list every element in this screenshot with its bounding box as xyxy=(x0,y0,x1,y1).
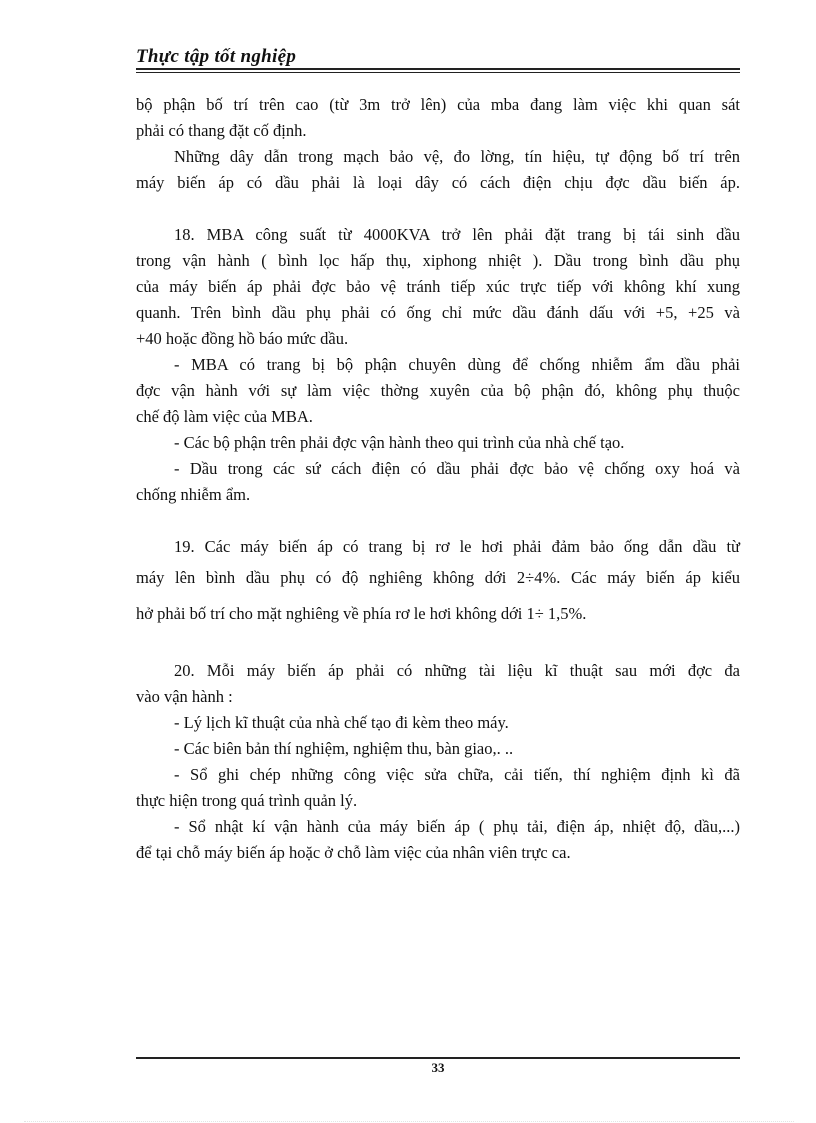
text-line: quanh. Trên bình dầu phụ phải có ống chỉ mức dầu đánh dấu với +5, +25 và xyxy=(136,303,740,322)
header-rule xyxy=(136,68,740,70)
document-body xyxy=(136,92,740,866)
text-line: chống nhiễm ẩm. xyxy=(136,485,251,504)
text-line: - Dầu trong các sứ cách điện có dầu phải đợc bảo vệ chống oxy hoá và xyxy=(174,459,740,478)
page-edge-divider xyxy=(24,1121,794,1122)
page-number: 33 xyxy=(431,1060,445,1075)
text-line: 19. Các máy biến áp có trang bị rơ le hơi phải đảm bảo ống dẫn dầu từ xyxy=(174,537,740,556)
text-line: thực hiện trong quá trình quản lý. xyxy=(136,791,358,810)
text-line: - Lý lịch kĩ thuật của nhà chế tạo đi kèm theo máy. xyxy=(174,713,509,732)
text-line: phải có thang đặt cố định. xyxy=(136,121,307,140)
text-line: vào vận hành : xyxy=(136,687,233,706)
header-title: Thực tập tốt nghiệp xyxy=(136,46,297,67)
text-line: chế độ làm việc của MBA. xyxy=(136,407,313,426)
text-line: 20. Mỗi máy biến áp phải có những tài liệu kĩ thuật sau mới đợc đa xyxy=(174,661,740,680)
text-line: +40 hoặc đồng hồ báo mức dầu. xyxy=(136,329,349,348)
text-line: - Các biên bản thí nghiệm, nghiệm thu, bàn giao,. .. xyxy=(174,739,514,758)
text-line: máy lên bình dầu phụ có độ nghiêng không dới 2÷4%. Các máy biến áp kiểu xyxy=(136,568,740,587)
text-line: Những dây dẫn trong mạch bảo vệ, đo lờng, tín hiệu, tự động bố trí trên xyxy=(174,147,740,166)
text-line: đợc vận hành với sự làm việc thờng xuyên của bộ phận đó, không phụ thuộc xyxy=(136,381,740,400)
text-line: trong vận hành ( bình lọc hấp thụ, xiphong nhiệt ). Dầu trong bình dầu phụ xyxy=(136,251,740,270)
text-line: - Sổ nhật kí vận hành của máy biến áp ( phụ tải, điện áp, nhiệt độ, dầu,...) xyxy=(174,817,740,836)
text-line: máy biến áp có dầu phải là loại dây có cách điện chịu đợc dầu biến áp. xyxy=(136,173,740,192)
text-line: - Sổ ghi chép những công việc sửa chữa, cải tiến, thí nghiệm định kì đã xyxy=(174,765,740,784)
text-line: - Các bộ phận trên phải đợc vận hành theo qui trình của nhà chế tạo. xyxy=(174,433,625,452)
text-line: - MBA có trang bị bộ phận chuyên dùng để chống nhiễm ẩm dầu phải xyxy=(174,355,740,374)
text-line: 18. MBA công suất từ 4000KVA trở lên phải đặt trang bị tái sinh dầu xyxy=(174,225,740,244)
text-line: hở phải bố trí cho mặt nghiêng về phía rơ le hơi không dới 1÷ 1,5%. xyxy=(136,604,587,623)
header-rule-thin xyxy=(136,72,740,73)
text-line: của máy biến áp phải đợc bảo vệ tránh tiếp xúc trực tiếp với không khí xung xyxy=(136,277,740,296)
text-line: để tại chỗ máy biến áp hoặc ở chỗ làm việc của nhân viên trực ca. xyxy=(136,843,571,862)
footer-rule xyxy=(136,1057,740,1059)
text-line: bộ phận bố trí trên cao (từ 3m trở lên) của mba đang làm việc khi quan sát xyxy=(136,95,740,114)
